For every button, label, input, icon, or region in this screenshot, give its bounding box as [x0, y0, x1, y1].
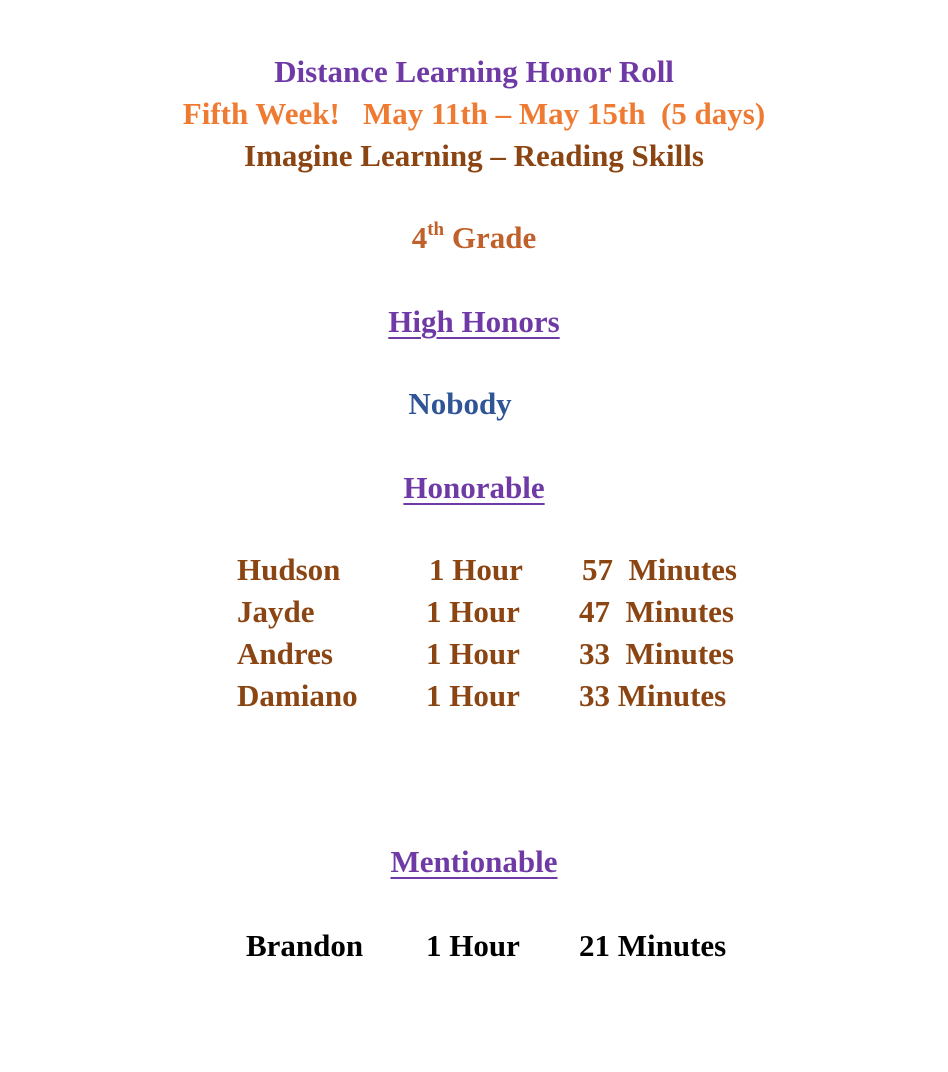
student-name: Brandon [246, 928, 364, 963]
student-hours: 1 Hour [426, 636, 520, 671]
student-hours: 1 Hour [426, 928, 520, 963]
high-honors-section [0, 304, 948, 340]
student-hours: 1 Hour [426, 678, 520, 713]
program-name: Imagine Learning – Reading Skills [244, 138, 704, 173]
table-row [0, 594, 948, 630]
student-minutes: 47 Minutes [579, 594, 734, 629]
mentionable-heading: Mentionable [390, 844, 558, 879]
table-row [0, 678, 948, 714]
student-minutes: 57 Minutes [582, 552, 737, 587]
high-honors-entry: Nobody [408, 386, 512, 421]
honorable-section [0, 470, 948, 506]
mentionable-section [0, 844, 948, 880]
honorable-heading: Honorable [403, 470, 545, 505]
student-minutes: 33 Minutes [579, 636, 734, 671]
student-name: Andres [237, 636, 333, 671]
high-honors-heading: High Honors [388, 304, 560, 339]
student-hours: 1 Hour [429, 552, 523, 587]
grade-number: 4 [411, 220, 428, 255]
student-minutes: 33 Minutes [579, 678, 727, 713]
page-title: Distance Learning Honor Roll [274, 54, 674, 89]
week-range: Fifth Week! May 11th – May 15th (5 days) [182, 96, 766, 131]
grade-label: Grade [444, 220, 537, 255]
table-row [0, 636, 948, 672]
grade-suffix: th [427, 219, 445, 240]
student-minutes: 21 Minutes [579, 928, 727, 963]
student-name: Damiano [237, 678, 358, 713]
student-name: Jayde [237, 594, 315, 629]
student-hours: 1 Hour [426, 594, 520, 629]
student-name: Hudson [237, 552, 341, 587]
grade-heading [0, 220, 948, 256]
table-row [0, 552, 948, 588]
table-row [0, 928, 948, 964]
